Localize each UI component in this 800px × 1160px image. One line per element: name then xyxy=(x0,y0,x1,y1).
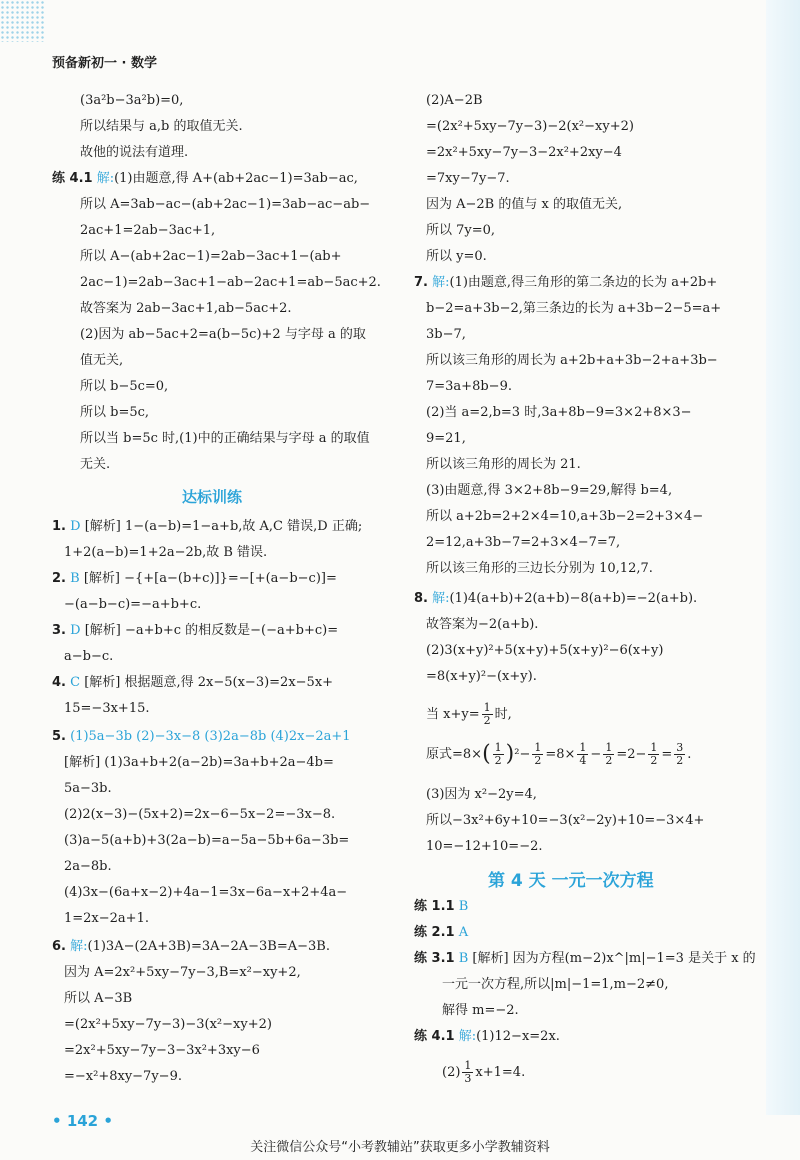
text-fragment: ²− xyxy=(514,747,531,762)
question-number: 3. xyxy=(52,623,66,638)
text-fragment: = xyxy=(661,747,673,762)
text-line: 所以该三角形的周长为 21. xyxy=(426,457,581,472)
text-line: =−x²+8xy−7y−9. xyxy=(64,1069,182,1084)
text-line: 故答案为 2ab−3ac+1,ab−5ac+2. xyxy=(80,301,292,316)
exercise-number: 练 4.1 xyxy=(414,1029,455,1044)
denominator: 2 xyxy=(534,754,542,767)
text-line: 所以该三角形的三边长分别为 10,12,7. xyxy=(426,561,653,576)
text-line: =(2x²+5xy−7y−3)−3(x²−xy+2) xyxy=(64,1017,272,1032)
text-line: 值无关, xyxy=(80,353,124,368)
footer-note: 关注微信公众号“小考教辅站”获取更多小学教辅资料 xyxy=(250,1140,550,1155)
text-fragment: − xyxy=(590,747,602,762)
text-fragment: 当 x+y= xyxy=(426,707,480,722)
numerator: 1 xyxy=(605,741,613,754)
answer-tag: 解: xyxy=(70,939,88,954)
text-line: (2)2(x−3)−(5x+2)=2x−6−5x−2=−3x−8. xyxy=(64,807,336,822)
text-line: [解析] 根据题意,得 2x−5(x−3)=2x−5x+ xyxy=(84,675,334,690)
text-fragment: (2) xyxy=(442,1065,461,1080)
text-line: 2=12,a+3b−7=2+3×4−7=7, xyxy=(426,535,621,550)
denominator: 2 xyxy=(676,754,684,767)
question-3 xyxy=(52,622,338,640)
denominator: 2 xyxy=(494,754,502,767)
answer-choice: D xyxy=(70,623,81,638)
text-line: [解析] 因为方程(m−2)x^|m|−1=3 是关于 x 的 xyxy=(472,951,756,966)
text-line: 一元一次方程,所以|m|−1=1,m−2≠0, xyxy=(442,977,669,992)
numerator: 1 xyxy=(494,741,502,754)
math-line-condition xyxy=(426,702,512,727)
text-line: 1=2x−2a+1. xyxy=(64,911,149,926)
text-fragment: =2− xyxy=(616,747,647,762)
answer-tag: 解: xyxy=(96,171,115,186)
question-6 xyxy=(52,938,330,956)
text-line: (1)4(a+b)+2(a+b)−8(a+b)=−2(a+b). xyxy=(449,591,698,606)
text-line: 故答案为−2(a+b). xyxy=(426,617,539,632)
question-8 xyxy=(414,590,697,608)
text-line: [解析] 1−(a−b)=1−a+b,故 A,C 错误,D 正确; xyxy=(84,519,363,534)
text-line: 2ac−1)=2ab−3ac+1−ab−2ac+1=ab−5ac+2. xyxy=(80,275,381,290)
practice-1-1 xyxy=(414,898,468,916)
text-line: 所以 y=0. xyxy=(426,249,487,264)
page-edge-strip xyxy=(766,0,800,1115)
page-number: • 142 • xyxy=(52,1112,113,1130)
answer-tag: 解: xyxy=(432,275,450,290)
answer-choice: B xyxy=(70,571,80,586)
fraction-one-quarter xyxy=(577,742,588,767)
text-line: 因为 A−2B 的值与 x 的取值无关, xyxy=(426,197,623,212)
text-line: (2)3(x+y)²+5(x+y)+5(x+y)²−6(x+y) xyxy=(426,643,664,658)
exercise-number: 练 2.1 xyxy=(414,925,455,940)
text-line: −(a−b−c)=−a+b+c. xyxy=(64,597,202,612)
numerator: 1 xyxy=(579,741,587,754)
text-line: [解析] (1)3a+b+2(a−2b)=3a+b+2a−4b= xyxy=(64,755,334,770)
text-line: =(2x²+5xy−7y−3)−2(x²−xy+2) xyxy=(426,119,634,134)
text-line: 所以 a+2b=2+2×4=10,a+3b−2=2+3×4− xyxy=(426,509,704,524)
fraction-three-halves xyxy=(674,742,685,767)
text-line: 无关. xyxy=(80,457,111,472)
text-line: 因为 A=2x²+5xy−7y−3,B=x²−xy+2, xyxy=(64,965,301,980)
page-header: 预备新初一 · 数学 xyxy=(52,56,157,71)
text-line: 10=−12+10=−2. xyxy=(426,839,543,854)
question-number: 1. xyxy=(52,519,66,534)
text-fragment: =8× xyxy=(545,747,576,762)
text-line: =8(x+y)²−(x+y). xyxy=(426,669,537,684)
text-line: [解析] −a+b+c 的相反数是−(−a+b+c)= xyxy=(84,623,339,638)
numerator: 1 xyxy=(483,701,491,714)
text-fragment: 原式=8× xyxy=(426,747,483,762)
question-number: 8. xyxy=(414,591,428,606)
page-number-value: 142 xyxy=(66,1112,99,1130)
question-number: 6. xyxy=(52,939,66,954)
text-line: 所以 A−3B xyxy=(64,991,133,1006)
text-line: (3a²b−3a²b)=0, xyxy=(80,93,184,108)
exercise-number: 练 3.1 xyxy=(414,951,455,966)
text-line: 所以 A=3ab−ac−(ab+2ac−1)=3ab−ac−ab− xyxy=(80,197,371,212)
fraction-one-half xyxy=(493,742,504,767)
text-line: 所以当 b=5c 时,(1)中的正确结果与字母 a 的取值 xyxy=(80,431,370,446)
exercise-number: 练 4.1 xyxy=(52,171,93,186)
text-line: (3)因为 x²−2y=4, xyxy=(426,787,537,802)
text-line: (2)当 a=2,b=3 时,3a+8b−9=3×2+8×3− xyxy=(426,405,692,420)
denominator: 3 xyxy=(464,1072,472,1085)
numerator: 3 xyxy=(676,741,684,754)
text-fragment: 时, xyxy=(494,707,512,722)
answer-text: (1)5a−3b (2)−3x−8 (3)2a−8b (4)2x−2a+1 xyxy=(70,729,351,744)
text-line: 1+2(a−b)=1+2a−2b,故 B 错误. xyxy=(64,545,268,560)
math-line-equation xyxy=(442,1060,525,1085)
text-line: (2)A−2B xyxy=(426,93,483,108)
text-line: (1)由题意,得三角形的第二条边的长为 a+2b+ xyxy=(449,275,718,290)
text-line: 解得 m=−2. xyxy=(442,1003,519,1018)
text-line: 所以−3x²+6y+10=−3(x²−2y)+10=−3×4+ xyxy=(426,813,705,828)
text-line: a−b−c. xyxy=(64,649,114,664)
numerator: 1 xyxy=(650,741,658,754)
text-line: 所以 b=5c, xyxy=(80,405,150,420)
exercise-4-1 xyxy=(52,170,358,188)
answer-choice: C xyxy=(70,675,81,690)
answer-choice: A xyxy=(458,925,469,940)
text-line: =2x²+5xy−7y−3−2x²+2xy−4 xyxy=(426,145,622,160)
fraction-one-third xyxy=(462,1060,473,1085)
text-line: 2ac+1=2ab−3ac+1, xyxy=(80,223,216,238)
fraction-one-half xyxy=(482,702,493,727)
answer-tag: 解: xyxy=(432,591,450,606)
fraction-one-half xyxy=(532,742,543,767)
text-line: 9=21, xyxy=(426,431,466,446)
text-line: 15=−3x+15. xyxy=(64,701,150,716)
denominator: 2 xyxy=(605,754,613,767)
text-line: 5a−3b. xyxy=(64,781,112,796)
answer-choice: D xyxy=(70,519,81,534)
question-number: 7. xyxy=(414,275,428,290)
corner-dot-pattern xyxy=(0,0,46,42)
question-7 xyxy=(414,274,717,292)
text-line: [解析] −{+[a−(b+c)]}=−[+(a−b−c)]= xyxy=(83,571,337,586)
exercise-number: 练 1.1 xyxy=(414,899,455,914)
denominator: 4 xyxy=(579,754,587,767)
answer-tag: 解: xyxy=(458,1029,477,1044)
practice-3-1 xyxy=(414,950,756,968)
text-line: 所以该三角形的周长为 a+2b+a+3b−2+a+3b− xyxy=(426,353,718,368)
question-4 xyxy=(52,674,333,692)
fraction-one-half xyxy=(648,742,659,767)
text-line: (2)因为 ab−5ac+2=a(b−5c)+2 与字母 a 的取 xyxy=(80,327,366,342)
text-line: (3)由题意,得 3×2+8b−9=29,解得 b=4, xyxy=(426,483,673,498)
text-fragment: . xyxy=(687,747,692,762)
text-line: =7xy−7y−7. xyxy=(426,171,510,186)
text-line: 所以结果与 a,b 的取值无关. xyxy=(80,119,243,134)
text-line: b−2=a+3b−2,第三条边的长为 a+3b−2−5=a+ xyxy=(426,301,722,316)
text-line: (1)由题意,得 A+(ab+2ac−1)=3ab−ac, xyxy=(114,171,358,186)
text-line: (3)a−5(a+b)+3(2a−b)=a−5a−5b+6a−3b= xyxy=(64,833,350,848)
text-line: 3b−7, xyxy=(426,327,466,342)
text-line: 7=3a+8b−9. xyxy=(426,379,512,394)
answer-choice: B xyxy=(458,899,469,914)
question-number: 4. xyxy=(52,675,66,690)
practice-4-1 xyxy=(414,1028,560,1046)
text-line: (4)3x−(6a+x−2)+4a−1=3x−6a−x+2+4a− xyxy=(64,885,348,900)
text-line: =2x²+5xy−7y−3−3x²+3xy−6 xyxy=(64,1043,260,1058)
numerator: 1 xyxy=(534,741,542,754)
fraction-one-half xyxy=(603,742,614,767)
text-line: 2a−8b. xyxy=(64,859,112,874)
question-number: 5. xyxy=(52,729,66,744)
question-1 xyxy=(52,518,362,536)
question-2 xyxy=(52,570,337,588)
math-line-evaluation: 原式=8×( $\frac{1}{2}$ )²− $\frac{1}{2}$ =8× $\frac{1}{4}$ − $\frac{1}{2}$ =2− $\frac{1}{2}$ = $\frac{3}{2}$ . xyxy=(426,741,692,767)
text-line: (1)12−x=2x. xyxy=(476,1029,560,1044)
text-line: (1)3A−(2A+3B)=3A−2A−3B=A−3B. xyxy=(87,939,330,954)
text-fragment: x+1=4. xyxy=(475,1065,526,1080)
text-line: 所以 A−(ab+2ac−1)=2ab−3ac+1−(ab+ xyxy=(80,249,342,264)
text-line: 所以 b−5c=0, xyxy=(80,379,169,394)
day-title: 第 4 天 一元一次方程 xyxy=(488,871,654,891)
numerator: 1 xyxy=(464,1059,472,1072)
text-line: 故他的说法有道理. xyxy=(80,145,189,160)
denominator: 2 xyxy=(483,714,491,727)
practice-2-1 xyxy=(414,924,468,942)
question-5 xyxy=(52,728,351,746)
denominator: 2 xyxy=(650,754,658,767)
answer-choice: B xyxy=(458,951,469,966)
section-title: 达标训练 xyxy=(182,488,243,506)
question-number: 2. xyxy=(52,571,66,586)
text-line: 所以 7y=0, xyxy=(426,223,496,238)
